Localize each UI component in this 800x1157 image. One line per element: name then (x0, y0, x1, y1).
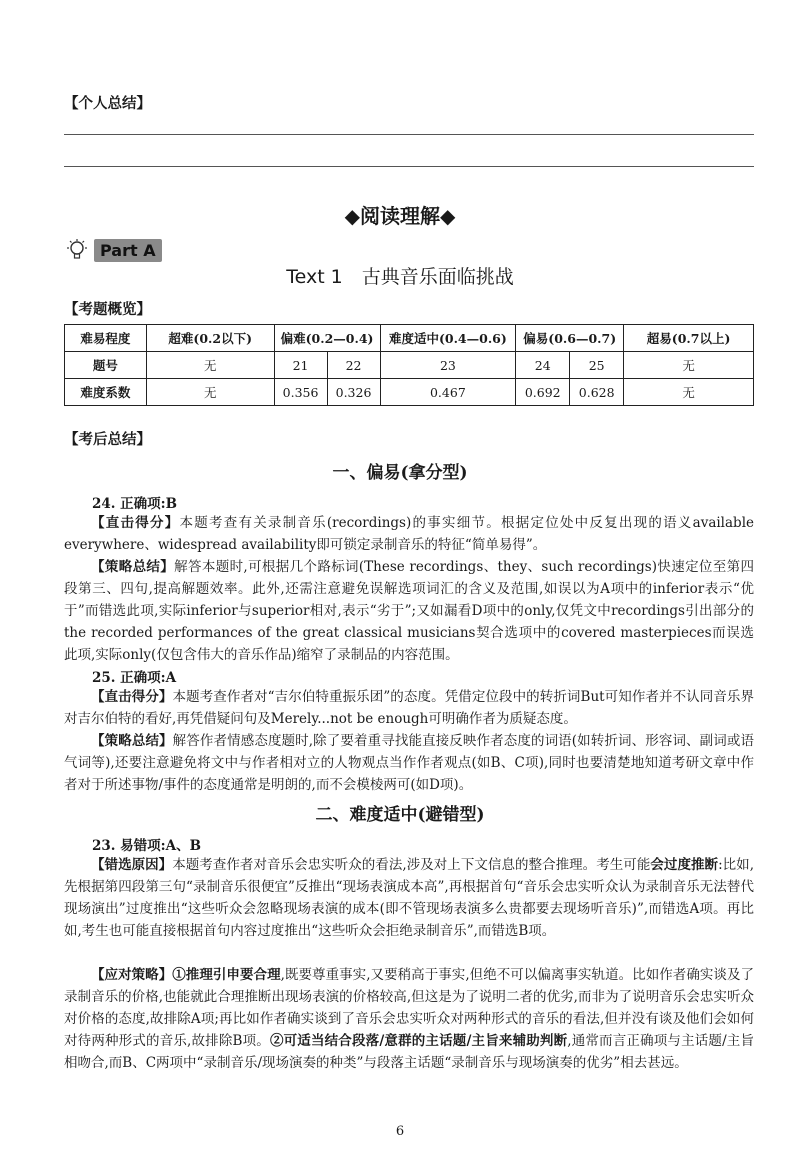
tag-label: 【直击得分】 (91, 689, 173, 705)
table-cell: 21 (274, 352, 327, 379)
part-a-badge: Part A (94, 239, 162, 262)
table-cell: 0.692 (516, 379, 570, 406)
section-1-title: 一、偏易(拿分型) (332, 463, 468, 483)
table-cell: 无 (624, 352, 754, 379)
row-label: 题号 (65, 352, 147, 379)
overview-label: 【考题概览】 (64, 301, 151, 318)
table-header-row (65, 325, 754, 352)
header-cell: 偏易(0.6—0.7) (516, 325, 624, 352)
header-cell: 难度适中(0.4—0.6) (380, 325, 516, 352)
answer-23: 23. 易错项:A、B (92, 838, 202, 854)
tag-label: 【直击得分】 (91, 515, 180, 531)
table-cell: 无 (146, 379, 274, 406)
tag-label: 【应对策略】 (91, 967, 173, 983)
paragraph-text: 本题考查有关录制音乐(recordings)的事实细节。根据定位处中反复出现的语义available everywhere、widespread availability即可锁定录制音乐的特征“简单易得”。 (64, 515, 754, 553)
paragraph-text: 解答作者情感态度题时,除了要着重寻找能直接反映作者态度的词语(如转折词、形容词、副词或语气词等),还要注意避免将文中与作者相对立的人物观点当作作者观点(如B、C项),同时也要清楚地知道考研文章中作者对于所述事物/事件的态度通常是明朗的,而不会模棱两可(如D项)。 (64, 733, 755, 793)
header-cell: 偏难(0.2—0.4) (274, 325, 380, 352)
table-cell: 0.628 (570, 379, 624, 406)
answer-25: 25. 正确项:A (92, 670, 177, 686)
table-cell: 24 (516, 352, 570, 379)
summary-line-2 (64, 166, 754, 167)
header-cell: 超难(0.2以下) (146, 325, 274, 352)
summary-line-1 (64, 134, 754, 135)
post-exam-label: 【考后总结】 (64, 431, 151, 448)
table-row (65, 352, 754, 379)
table-cell: 22 (327, 352, 380, 379)
lightbulb-icon (64, 238, 90, 262)
q24-strategy-paragraph (64, 556, 754, 666)
paragraph-text: ,通常而言正确项与主话题/主旨相吻合,而B、C两项中“录制音乐/现场演奏的种类”与段落主话题“录制音乐与现场演奏的优劣”相去甚远。 (64, 1033, 754, 1071)
bold-text: ②可适当结合段落/意群的主话题/主旨来辅助判断 (269, 1033, 568, 1049)
q24-score-paragraph (64, 512, 754, 556)
part-header (64, 238, 162, 262)
q25-strategy-paragraph (64, 730, 754, 796)
q23-error-paragraph (64, 854, 754, 942)
difficulty-table (64, 324, 754, 406)
paragraph-text: 解答本题时,可根据几个路标词(These recordings、they、such recordings)快速定位至第四段第三、四句,提高解题效率。此外,还需注意避免误解选项词汇的含义及范围,如误以为A项中的inferior表示“优于”而错选此项,实际inferior与superior相对,表示“劣于”;又如漏看D项中的only,仅凭文中recordings引出部分的the recorded performances of the great classical musicians契合选项中的covered masterpieces而误选此项,实际only(仅包含伟大的音乐作品)缩窄了录制品的内容范围。 (64, 559, 754, 663)
table-cell: 25 (570, 352, 624, 379)
q23-strategy-paragraph (64, 964, 754, 1074)
tag-label: 【策略总结】 (91, 733, 173, 749)
table-cell: 0.356 (274, 379, 327, 406)
row-label: 难度系数 (65, 379, 147, 406)
q25-score-paragraph (64, 686, 754, 730)
text-title: Text 1 古典音乐面临挑战 (286, 266, 514, 288)
answer-24: 24. 正确项:B (92, 496, 178, 512)
header-cell: 难易程度 (65, 325, 147, 352)
tag-label: 【错选原因】 (91, 857, 173, 873)
table-cell: 0.326 (327, 379, 380, 406)
table-cell: 无 (624, 379, 754, 406)
table-cell: 23 (380, 352, 516, 379)
table-cell: 无 (146, 352, 274, 379)
bold-text: 会过度推断 (650, 857, 719, 873)
section-title: ◆阅读理解◆ (344, 204, 456, 228)
header-cell: 超易(0.7以上) (624, 325, 754, 352)
personal-summary-label: 【个人总结】 (64, 95, 151, 112)
paragraph-text: 本题考查作者对音乐会忠实听众的看法,涉及对上下文信息的整合推理。考生可能 (172, 857, 651, 873)
section-2-title: 二、难度适中(避错型) (315, 805, 485, 825)
tag-label: 【策略总结】 (91, 559, 175, 575)
bold-text: ①推理引申要合理 (172, 967, 281, 983)
paragraph-text: ,既要尊重事实,又要稍高于事实,但绝不可以偏离事实轨道。比如作者确实谈及了录制音乐的价格,也能就此合理推断出现场表演的价格较高,但这是为了说明二者的优劣,而非为了说明音乐会忠实听众对价格的态度,故排除A项;再比如作者确实谈到了音乐会忠实听众对两种形式的音乐的看法,但并没有谈及他们会如何对待两种形式的音乐,故排除B项。 (64, 967, 755, 1049)
paragraph-text: :比如,先根据第四段第三句“录制音乐很便宜”反推出“现场表演成本高”,再根据首句“音乐会忠实听众认为录制音乐无法替代现场演出”过度推出“这些听众会忽略现场表演的成本(即不管现场表演多么贵都要去现场听音乐)”,而错选A项。再比如,考生也可能直接根据首句内容过度推出“这些听众会拒绝录制音乐”,而错选B项。 (64, 857, 755, 939)
table-row (65, 379, 754, 406)
table-cell: 0.467 (380, 379, 516, 406)
page-number: 6 (395, 1124, 405, 1139)
paragraph-text: 本题考查作者对“吉尔伯特重振乐团”的态度。凭借定位段中的转折词But可知作者并不认同音乐界对吉尔伯特的看好,再凭借疑问句及Merely...not be enough可明确作者为质疑态度。 (64, 689, 755, 727)
